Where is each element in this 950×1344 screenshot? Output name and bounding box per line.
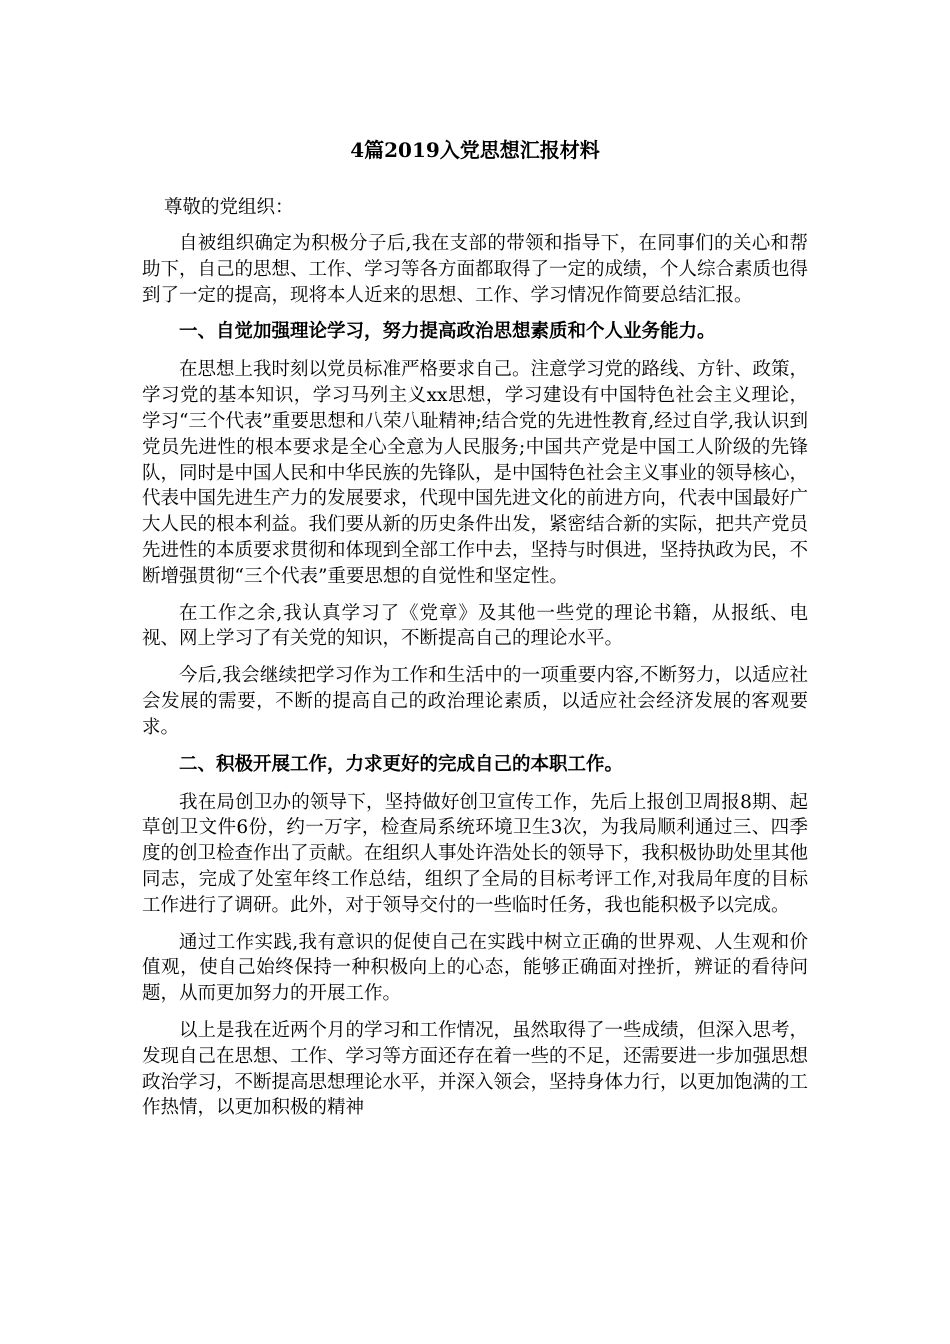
- document-title: 4篇2019入党思想汇报材料: [350, 138, 600, 162]
- paragraph-work-record: 我在局创卫办的领导下，坚持做好创卫宣传工作，先后上报创卫周报8期、起草创卫文件6份，约一万字，检查局系统环境卫生3次，为我局顺利通过三、四季度的创卫检查作出了贡献。在组织人事处许浩处长的领导下，我积极协助处里其他同志，完成了处室年终工作总结，组织了全局的目标考评工作,对我局年度的目标工作进行了调研。此外，对于领导交付的一些临时任务，我也能积极予以完成。: [142, 791, 809, 916]
- section-heading-1: 一、自觉加强理论学习，努力提高政治思想素质和个人业务能力。: [179, 321, 716, 343]
- paragraph-intro: 自被组织确定为积极分子后,我在支部的带领和指导下，在同事们的关心和帮助下，自己的思想、工作、学习等各方面都取得了一定的成绩，个人综合素质也得到了一定的提高，现将本人近来的思想、工作、学习情况作简要总结汇报。: [142, 233, 809, 306]
- section-heading-2: 二、积极开展工作，力求更好的完成自己的本职工作。: [179, 753, 624, 775]
- paragraph-summary: 以上是我在近两个月的学习和工作情况，虽然取得了一些成绩，但深入思考，发现自己在思想、工作、学习等方面还存在着一些的不足，还需要进一步加强思想政治学习，不断提高思想理论水平，并深入领会，坚持身体力行，以更加饱满的工作热情，以更加积极的精神: [142, 1019, 809, 1119]
- paragraph-party-books: 在工作之余,我认真学习了《党章》及其他一些党的理论书籍，从报纸、电视、网上学习了有关党的知识，不断提高自己的理论水平。: [142, 602, 808, 650]
- paragraph-work-practice: 通过工作实践,我有意识的促使自己在实践中树立正确的世界观、人生观和价值观，使自己始终保持一种积极向上的心态，能够正确面对挫折，辨证的看待问题，从而更加努力的开展工作。: [142, 931, 808, 1005]
- paragraph-future-study: 今后,我会继续把学习作为工作和生活中的一项重要内容,不断努力，以适应社会发展的需要，不断的提高自己的政治理论素质，以适应社会经济发展的客观要求。: [142, 665, 808, 738]
- document-body: [142, 195, 808, 1132]
- paragraph-theory-study: 在思想上我时刻以党员标准严格要求自己。注意学习党的路线、方针、政策，学习党的基本知识，学习马列主义xx思想，学习建设有中国特色社会主义理论，学习“三个代表”重要思想和八荣八耻精神;结合党的先进性教育,经过自学,我认识到党员先进性的根本要求是全心全意为人民服务;中国共产党是中国工人阶级的先锋队，同时是中国人民和中华民族的先锋队，是中国特色社会主义事业的领导核心，代表中国先进生产力的发展要求，代现中国先进文化的前进方向，代表中国最好广大人民的根本利益。我们要从新的历史条件出发，紧密结合新的实际，把共产党员先进性的本质要求贯彻和体现到全部工作中去，坚持与时俱进，坚持执政为民，不断增强贯彻“三个代表”重要思想的自觉性和坚定性。: [142, 359, 809, 587]
- salutation: 尊敬的党组织：: [164, 197, 294, 218]
